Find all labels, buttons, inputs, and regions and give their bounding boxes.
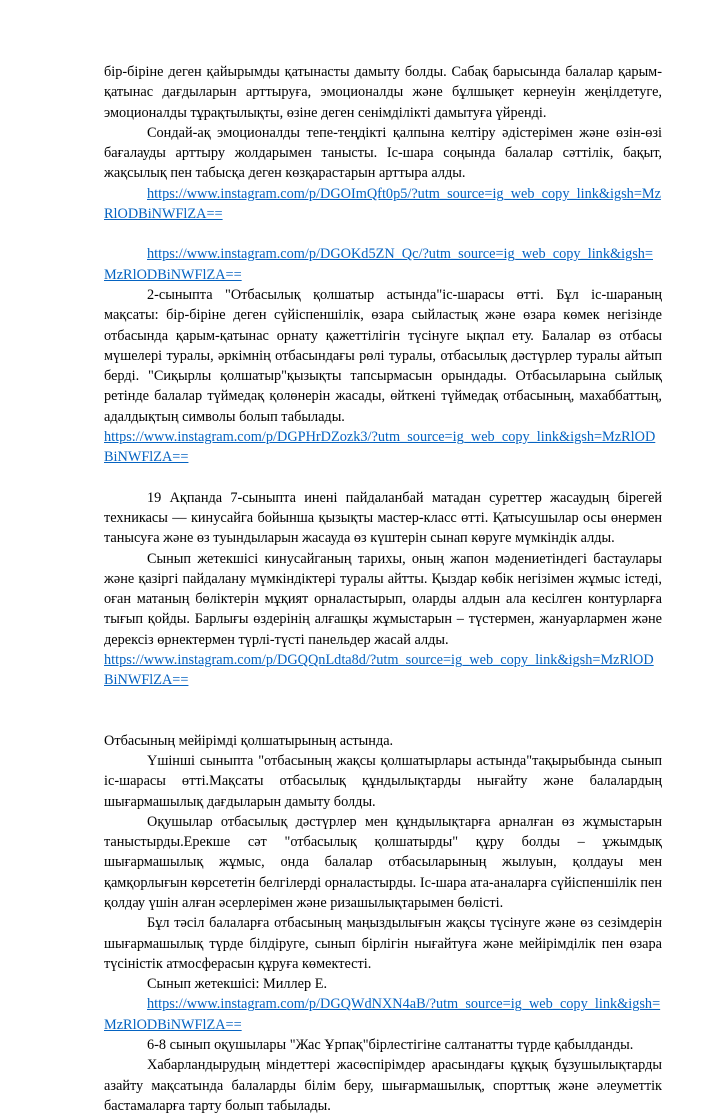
paragraph: 19 Ақпанда 7-сыныпта инені пайдаланбай матадан суреттер жасаудың бірегей техникасы — кинусайга бойынша қызықты мастер-класс өтті. Қатысушылар осы өнермен танысуға және өз туындыларын жасауда өз күштерін сынап көруге мүмкіндік алды. — [104, 489, 662, 547]
paragraph: Сондай-ақ эмоционалды тепе-теңдікті қалпына келтіру әдістерімен және өзін-өзі бағалауды арттыру жолдарымен танысты. Іс-шара соңында балалар сәттілік, бақыт, жақсылық пен табысқа деген көзқарастарын арттыра алды. — [104, 124, 662, 182]
paragraph: Оқушылар отбасылық дәстүрлер мен құндылықтарға арналған өз жұмыстарын таныстырды.Ерекше сәт "отбасылық қолшатырды" құру болды – ұжымдық шығармашылық жұмыс, онда балалар отбасыларының жылуын, қолдауы мен қамқорлығын көрсететін белгілерді орналастырды. Іс-шара ата-аналарға сүйіспеншілік пен қолдау үшін алған әсерлерімен және ризашылықтарымен бөлісті. — [104, 813, 662, 911]
paragraph: Сынып жетекшісі кинусайганың тарихы, оның жапон мәдениетіндегі бастаулары және қазіргі пайдалану мүмкіндіктері туралы айтты. Қыздар көбік негізімен жұмыс істеді, оған матаның бөліктерін мұқият орналастырып, оларды алдын ала кесілген контурларға тығып қойды. Барлығы өздерінің алғашқы жұмыстарын – түстермен, жануарлармен және дерексіз өрнектермен түрлі-түсті панельдер жасай алды. — [104, 550, 662, 648]
teacher-signature: Сынып жетекшісі: Миллер Е. — [147, 976, 328, 993]
instagram-link[interactable]: https://www.instagram.com/p/DGOKd5ZN_Qc/?utm_source=ig_web_copy_link&igsh=MzRlODBiNWFlZA== — [104, 246, 653, 283]
instagram-link[interactable]: https://www.instagram.com/p/DGPHrDZozk3/?utm_source=ig_web_copy_link&igsh=MzRlODBiNWFlZA== — [104, 429, 656, 466]
paragraph: Хабарландырудың міндеттері жасөспірімдер арасындағы құқық бұзушылықтарды азайту мақсатында балаларды білім беру, шығармашылық, спорттық және әлеуметтік бастамаларға тарту болып табылады. — [104, 1057, 662, 1114]
paragraph: 2-сыныпта "Отбасылық қолшатыр астында"іс-шарасы өтті. Бұл іс-шараның мақсаты: бір-біріне деген сүйіспеншілік, өзара сыйластық және өзара көмек негізінде отбасында қарым-қатынас орнату қажеттілігін түсінуге ықпал ету. Балалар өз отбасы мүшелері туралы, әркімнің отбасындағы рөлі туралы, отбасылық дәстүрлер туралы айтып берді. "Сиқырлы қолшатыр"қызықты тапсырмасын орындады. Отбасыларына сыйлық ретінде балалар түймедақ қолөнерін жасады, өйткені түймедақ отбасының, махаббаттың, адалдықтың символы болып табылады. — [104, 286, 662, 425]
instagram-link[interactable]: https://www.instagram.com/p/DGQQnLdta8d/?utm_source=ig_web_copy_link&igsh=MzRlODBiNWFlZA== — [104, 652, 654, 689]
instagram-link[interactable]: https://www.instagram.com/p/DGQWdNXN4aB/?utm_source=ig_web_copy_link&igsh=MzRlODBiNWFlZA== — [104, 996, 661, 1033]
paragraph: 6-8 сынып оқушылары "Жас Ұрпақ"бірлестігіне салтанатты түрде қабылданды. — [147, 1037, 634, 1054]
paragraph: Бұл тәсіл балаларға отбасының маңыздылығын жақсы түсінуге және өз сезімдерін шығармашылық түрде білдіруге, сынып бірлігін нығайтуға және мейірімділік пен өзара түсіністік атмосферасын құруға көмектесті. — [104, 915, 662, 972]
document-page — [104, 62, 662, 1116]
section-heading: Отбасының мейірімді қолшатырының астында. — [104, 732, 394, 749]
paragraph: Үшінші сыныпта "отбасының жақсы қолшатырлары астында"тақырыбында сынып іс-шарасы өтті.Мақсаты отбасылық құндылықтарды нығайту және балалардың шығармашылық дағдыларын дамыту болды. — [104, 752, 662, 810]
paragraph: бір-біріне деген қайырымды қатынасты дамыту болды. Сабақ барысында балалар қарым-қатынас дағдыларын арттыруға, эмоционалды және бұлшықет кернеуін жеңілдетуге, эмоционалды тұрақтылықты, өзіне деген сенімділікті дамытуға үйренді. — [104, 64, 662, 121]
instagram-link[interactable]: https://www.instagram.com/p/DGOImQft0p5/?utm_source=ig_web_copy_link&igsh=MzRlODBiNWFlZA== — [104, 185, 661, 223]
